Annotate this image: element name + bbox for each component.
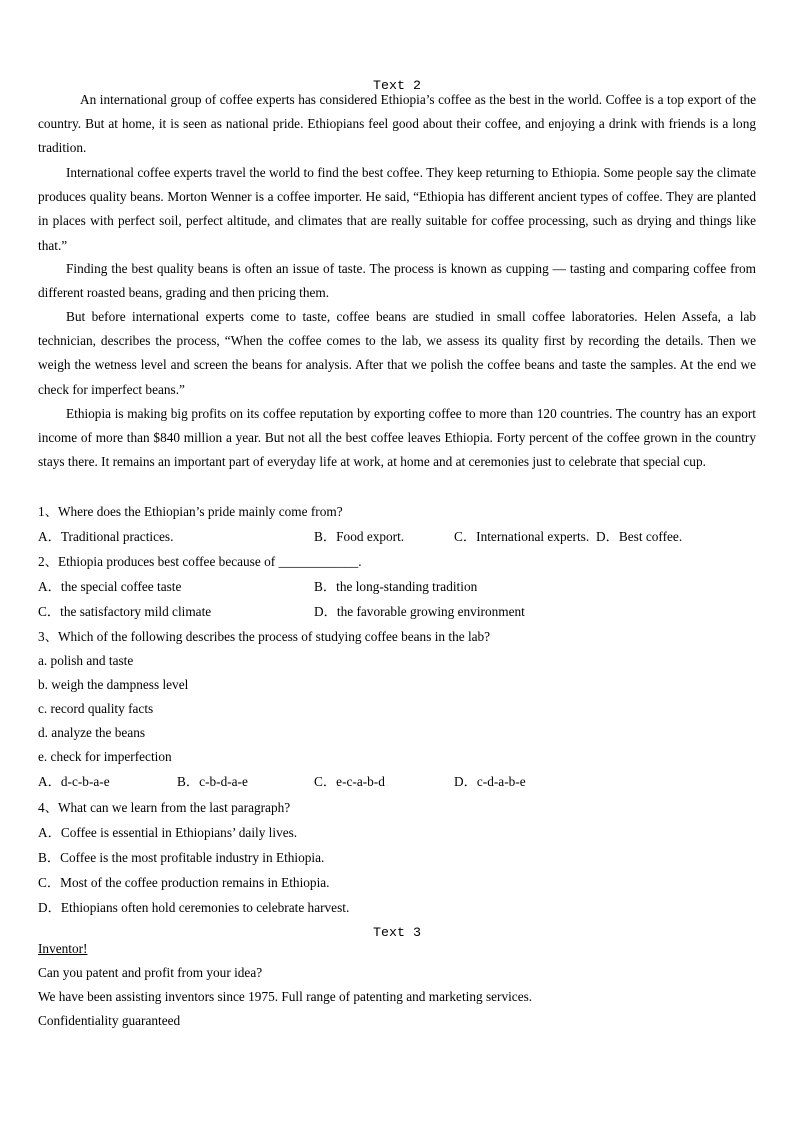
question-1-option-a[interactable]: A．Traditional practices.: [38, 529, 174, 544]
paragraph-1: An international group of coffee experts has considered Ethiopia’s coffee as the best in the world. Coffee is a top export of the country. But at home, it is seen as national pride. Ethiopians feel good about their coffee, and enjoying a drink with friends is a long tradition.: [38, 92, 756, 156]
question-1-option-d[interactable]: D．Best coffee.: [596, 529, 683, 544]
question-3-step-d: d. analyze the beans: [38, 725, 146, 740]
question-2-option-c[interactable]: C．the satisfactory mild climate: [38, 604, 212, 619]
question-1-stem: 1、Where does the Ethiopian’s pride mainly come from?: [38, 504, 343, 519]
question-2-stem: 2、Ethiopia produces best coffee because of ____________.: [38, 554, 362, 569]
text3-line-2: We have been assisting inventors since 1975. Full range of patenting and marketing services.: [38, 989, 533, 1004]
question-4-option-b[interactable]: B．Coffee is the most profitable industry in Ethiopia.: [38, 850, 325, 865]
question-4-stem: 4、What can we learn from the last paragraph?: [38, 800, 291, 815]
question-3-step-b: b. weigh the dampness level: [38, 677, 189, 692]
question-2-option-b[interactable]: B．the long-standing tradition: [314, 579, 478, 594]
question-4-option-c[interactable]: C．Most of the coffee production remains in Ethiopia.: [38, 875, 330, 890]
question-1-option-c[interactable]: C．International experts.: [454, 529, 590, 544]
text2-heading: Text 2: [373, 78, 421, 93]
question-3-stem: 3、Which of the following describes the process of studying coffee beans in the lab?: [38, 629, 491, 644]
text3-heading: Text 3: [373, 925, 421, 940]
question-4-option-a[interactable]: A．Coffee is essential in Ethiopians’ daily lives.: [38, 825, 298, 840]
text3-line-1: Can you patent and profit from your idea?: [38, 965, 263, 980]
question-3-step-c: c. record quality facts: [38, 701, 154, 716]
paragraph-5: Ethiopia is making big profits on its coffee reputation by exporting coffee to more than 120 countries. The country has an export income of more than $840 million a year. But not all the best coffee leaves Ethiopia. Forty percent of the coffee grown in the country stays there. It remains an important part of everyday life at work, at home and at ceremonies just to celebrate that special cup.: [38, 406, 756, 470]
question-3-option-d[interactable]: D．c-d-a-b-e: [454, 774, 526, 789]
question-3-option-a[interactable]: A．d-c-b-a-e: [38, 774, 110, 789]
paragraph-3: Finding the best quality beans is often an issue of taste. The process is known as cupping — tasting and comparing coffee from different roasted beans, grading and then pricing them.: [38, 261, 756, 301]
question-3-option-c[interactable]: C．e-c-a-b-d: [314, 774, 385, 789]
question-2-option-d[interactable]: D．the favorable growing environment: [314, 604, 525, 619]
question-1-option-b[interactable]: B．Food export.: [314, 529, 405, 544]
paragraph-2: International coffee experts travel the world to find the best coffee. They keep returning to Ethiopia. Some people say the climate produces quality beans. Morton Wenner is a coffee importer. He said, “Ethiopia has different ancient types of coffee. They are planted in places with perfect soil, perfect altitude, and climates that are really suitable for coffee processing, such as drying and things like that.”: [38, 165, 756, 253]
text3-title: Inventor!: [38, 941, 88, 956]
paragraph-4: But before international experts come to taste, coffee beans are studied in small coffee laboratories. Helen Assefa, a lab technician, describes the process, “When the coffee comes to the lab, we assess its quality first by recording the details. Then we weigh the wetness level and screen the beans for analysis. After that we polish the coffee beans and taste the samples. At the end we check for imperfect beans.”: [38, 309, 756, 397]
question-3-step-e: e. check for imperfection: [38, 749, 172, 764]
question-3-step-a: a. polish and taste: [38, 653, 134, 668]
question-3-option-b[interactable]: B．c-b-d-a-e: [177, 774, 248, 789]
question-4-option-d[interactable]: D．Ethiopians often hold ceremonies to celebrate harvest.: [38, 900, 350, 915]
text3-line-3: Confidentiality guaranteed: [38, 1013, 181, 1028]
question-2-option-a[interactable]: A．the special coffee taste: [38, 579, 182, 594]
